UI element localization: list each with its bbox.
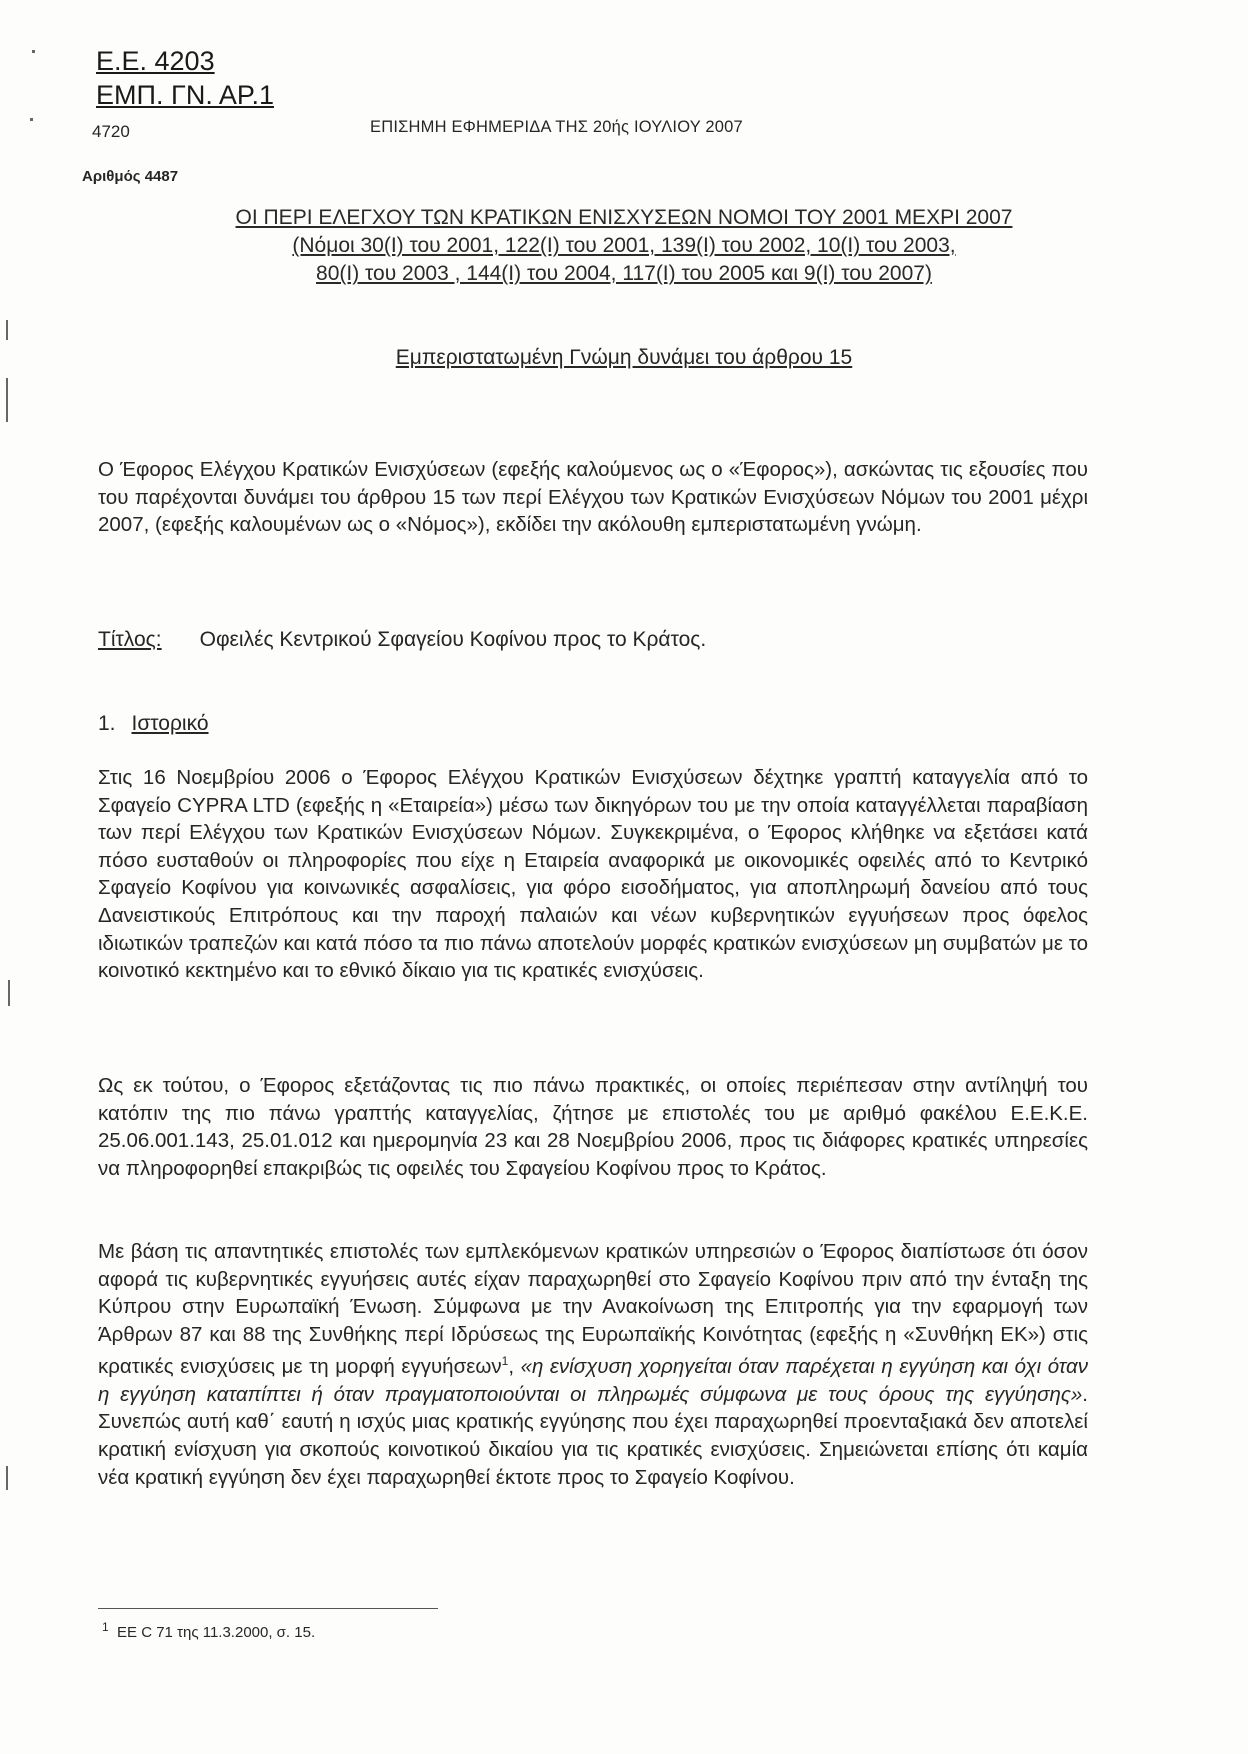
paragraph-3: Με βάση τις απαντητικές επιστολές των εμπλεκόμενων κρατικών υπηρεσιών ο Έφορος διαπίστωσε ότι όσον αφορά τις κυβερνητικές εγγυήσεις αυτές είχαν παραχωρηθεί στο Σφαγείο Κοφίνου πριν από την ένταξη της Κύπρου στην Ευρωπαϊκή Ένωση. Σύμφωνα με την Ανακοίνωση της Επιτροπής για την εφαρμογή των Άρθρων 87 και 88 της Συνθήκης περί Ιδρύσεως της Ευρωπαϊκής Κοινότητας (εφεξής η «Συνθήκη ΕΚ») στις κρατικές ενισχύσεις με τη μορφή εγγυήσεων$^1$, «η ενίσχυση χορηγείται όταν παρέχεται η εγγύηση και όχι όταν η εγγύηση καταπίπτει ή όταν πραγματοποιούνται οι πληρωμές σύμφωνα με τους όρους της εγγύησης». Συνεπώς αυτή καθ΄ εαυτή η ισχύς μιας κρατικής εγγύησης που έχει παραχωρηθεί προενταξιακά δεν αποτελεί κρατική ενίσχυση για σκοπούς κοινοτικού δικαίου για τις κρατικές ενισχύσεις. Σημειώνεται επίσης ότι καμία νέα κρατική εγγύηση δεν έχει παραχωρηθεί έκτοτε προς το Σφαγείο Κοφίνου. bbox=[98, 1240, 1088, 1489]
law-title-line-2: (Νόμοι 30(Ι) του 2001, 122(Ι) του 2001, 139(Ι) του 2002, 10(Ι) του 2003, bbox=[292, 234, 956, 257]
gazette-header: ΕΠΙΣΗΜΗ ΕΦΗΜΕΡΙΔΑ ΤΗΣ 20ής ΙΟΥΛΙΟΥ 2007 bbox=[370, 118, 743, 136]
section-heading bbox=[98, 712, 209, 736]
paragraph-2: Ως εκ τούτου, ο Έφορος εξετάζοντας τις πιο πάνω πρακτικές, οι οποίες περιέπεσαν στην αντίληψή του κατόπιν της πιο πάνω γραπτής καταγγελίας, ζήτησε με επιστολές του με αριθμό φακέλου Ε.Ε.Κ.Ε. 25.06.001.143, 25.01.012 και ημερομηνία 23 και 28 Νοεμβρίου 2006, προς τις διάφορες κρατικές υπηρεσίες να πληροφορηθεί επακριβώς τις οφειλές του Σφαγείου Κοφίνου προς το Κράτος. bbox=[98, 1074, 1088, 1180]
scan-dot bbox=[32, 50, 35, 53]
scan-mark bbox=[6, 378, 8, 422]
paragraph-1: Στις 16 Νοεμβρίου 2006 ο Έφορος Ελέγχου Κρατικών Ενισχύσεων δέχτηκε γραπτή καταγγελία από το Σφαγείο CYPRA LTD (εφεξής η «Εταιρεία») μέσω των δικηγόρων του με την οποία καταγγέλλεται παραβίαση των περί Ελέγχου των Κρατικών Ενισχύσεων Νόμων. Συγκεκριμένα, ο Έφορος κλήθηκε να εξετάσει κατά πόσο ευσταθούν οι πληροφορίες που είχε η Εταιρεία αναφορικά με οικονομικές οφειλές από το Κεντρικό Σφαγείο Κοφίνου για κοινωνικές ασφαλίσεις, για φόρο εισοδήματος, για αποπληρωμή δανείου από τους Δανειστικούς Επιτρόπους και την παροχή παλαιών και νέων κυβερνητικών εγγυήσεων προς όφελος ιδιωτικών τραπεζών και κατά πόσο τα πιο πάνω αποτελούν μορφές κρατικών ενισχύσεων μη συμβατών με το κοινοτικό κεκτημένο και το εθνικό δίκαιο για τις κρατικές ενισχύσεις. bbox=[98, 766, 1088, 983]
section-title: Ιστορικό bbox=[131, 712, 209, 735]
scan-mark bbox=[6, 1466, 8, 1490]
scan-mark bbox=[6, 320, 8, 340]
footnote-ref: 1 bbox=[501, 1354, 509, 1369]
gazette-subcode: ΕΜΠ. ΓΝ. ΑΡ.1 bbox=[96, 80, 274, 110]
title-text: Οφειλές Κεντρικού Σφαγείου Κοφίνου προς το Κράτος. bbox=[199, 628, 707, 651]
footnote-divider bbox=[98, 1608, 438, 1609]
paragraph-3-part-a: Με βάση τις απαντητικές επιστολές των εμπλεκόμενων κρατικών υπηρεσιών ο Έφορος διαπίστωσε ότι όσον αφορά τις κυβερνητικές εγγυήσεις αυτές είχαν παραχωρηθεί στο Σφαγείο Κοφίνου πριν από την ένταξη της Κύπρου στην Ευρωπαϊκή Ένωση. Σύμφωνα με την Ανακοίνωση της Επιτροπής για την εφαρμογή των Άρθρων 87 και 88 της Συνθήκης περί Ιδρύσεως της Ευρωπαϊκής Κοινότητας (εφεξής η «Συνθήκη ΕΚ») στις κρατικές ενισχύσεις με τη μορφή εγγυήσεων bbox=[98, 1240, 1088, 1379]
title-row bbox=[98, 628, 706, 652]
title-label: Τίτλος: bbox=[98, 628, 162, 651]
scan-dot bbox=[30, 118, 33, 121]
paragraph-3-quote: «η ενίσχυση χορηγείται όταν παρέχεται η εγγύηση και όχι όταν η εγγύηση καταπίπτει ή όταν πραγματοποιούνται οι πληρωμές σύμφωνα με τους όρους της εγγύησης» bbox=[98, 1355, 1088, 1406]
gazette-code: Ε.Ε. 4203 bbox=[96, 46, 215, 76]
section-number: 1. bbox=[98, 712, 116, 735]
footnote-text: ΕΕ C 71 της 11.3.2000, σ. 15. bbox=[117, 1624, 316, 1641]
law-title-line-3: 80(Ι) του 2003 , 144(Ι) του 2004, 117(Ι) του 2005 και 9(Ι) του 2007) bbox=[316, 262, 932, 285]
opinion-subtitle: Εμπεριστατωμένη Γνώμη δυνάμει του άρθρου 15 bbox=[395, 346, 853, 369]
footnote-number: 1 bbox=[102, 1620, 109, 1634]
law-title-line-1: ΟΙ ΠΕΡΙ ΕΛΕΓΧΟΥ ΤΩΝ ΚΡΑΤΙΚΩΝ ΕΝΙΣΧΥΣΕΩΝ ΝΟΜΟΙ ΤΟΥ 2001 ΜΕΧΡΙ 2007 bbox=[235, 206, 1013, 229]
paragraph-3-part-b: . Συνεπώς αυτή καθ΄ εαυτή η ισχύς μιας κρατικής εγγύησης που έχει παραχωρηθεί προενταξιακά δεν αποτελεί κρατική ενίσχυση για σκοπούς κοινοτικού δικαίου για τις κρατικές ενισχύσεις. Σημειώνεται επίσης ότι καμία νέα κρατική εγγύηση δεν έχει παραχωρηθεί έκτοτε προς το Σφαγείο Κοφίνου. bbox=[98, 1382, 1088, 1489]
notice-number: Αριθμός 4487 bbox=[82, 168, 179, 185]
page-number: 4720 bbox=[92, 122, 130, 141]
scan-mark bbox=[8, 980, 10, 1006]
footnote bbox=[102, 1620, 315, 1641]
intro-paragraph: Ο Έφορος Ελέγχου Κρατικών Ενισχύσεων (εφεξής καλούμενος ως ο «Έφορος»), ασκώντας τις εξουσίες που του παρέχονται δυνάμει του άρθρου 15 των περί Ελέγχου των Κρατικών Ενισχύσεων Νόμων του 2001 μέχρι 2007, (εφεξής καλουμένων ως ο «Νόμος»), εκδίδει την ακόλουθη εμπεριστατωμένη γνώμη. bbox=[98, 458, 1088, 537]
